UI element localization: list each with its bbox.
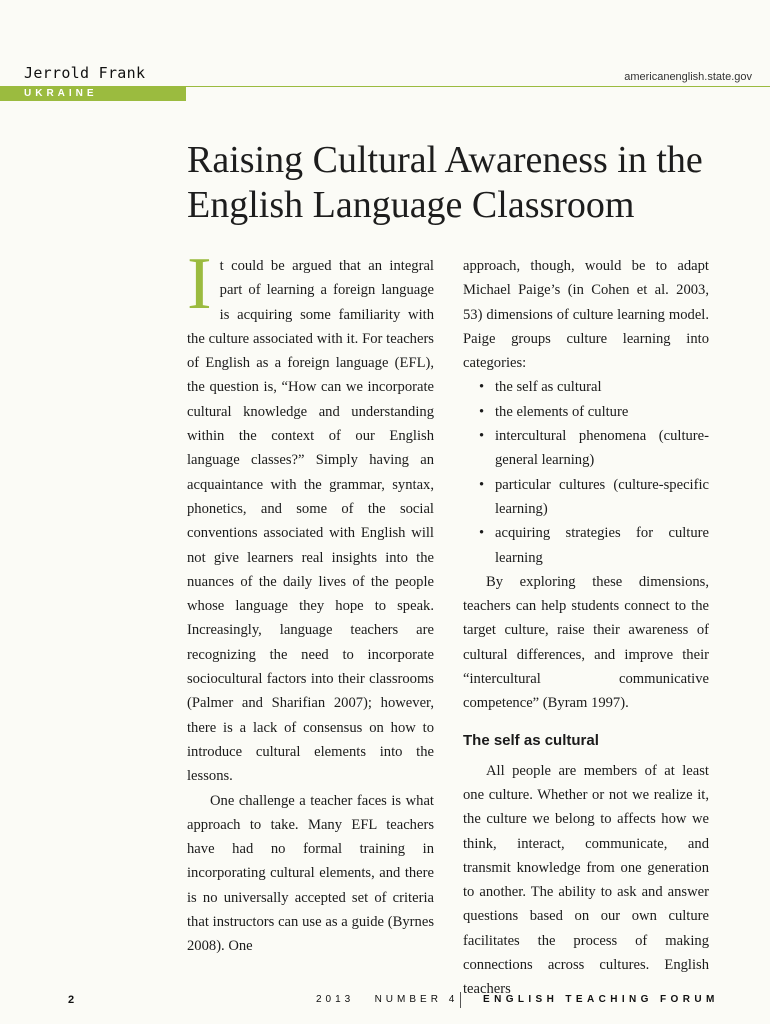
culture-dimensions-list [463,375,709,569]
left-column [187,243,434,959]
right-column [463,254,709,1002]
list-item: • the elements of culture [479,400,709,424]
drop-cap: I [187,243,212,325]
list-item: • intercultural phenomena (culture-general learning) [479,424,709,473]
list-item: • particular cultures (culture-specific learning) [479,473,709,522]
paragraph-dimensions: By exploring these dimensions, teachers can help students connect to the target culture, raise their awareness of cultural differences, and improve their “intercultural communicative competence” (Byram 1997). [463,573,709,712]
website-link[interactable]: americanenglish.state.gov [624,71,752,83]
paragraph-self-cultural: All people are members of at least one culture. Whether or not we realize it, the culture we belong to affects how we think, interact, communicate, and transmit knowledge from one generation to another. The ability to ask and answer questions based on our own culture facilitates the process of making connections across cultures. English teachers [463,762,709,998]
article-title: Raising Cultural Awareness in the English Language Classroom [187,139,703,226]
journal-name: ENGLISH TEACHING FORUM [483,994,719,1005]
paragraph-intro-text: t could be argued that an integral part of learning a foreign language is acquiring some familiarity with the culture associated with it. For teachers of English as a foreign language (EFL), the question is, “How can we incorporate cultural knowledge and understanding within the context of our English language classes?” Simply having an acquaintance with the grammar, syntax, phonetics, and some of the social conventions associated with English will not give learners real insights into the nuances of the daily lives of the people whose language they hope to speak. Increasingly, language teachers are recognizing the need to incorporate sociocultural factors into their classrooms (Palmer and Sharifian 2007); however, there is a lack of consensus on how to introduce cultural elements into the lessons. [187,258,434,785]
paragraph-challenge: One challenge a teacher faces is what approach to take. Many EFL teachers have had no formal training in incorporating cultural elements, and there is no universally accepted set of criteria that instructors can use as a guide (Byrnes 2008). One [187,792,434,955]
list-item: • the self as cultural [479,375,709,399]
header-rule [186,86,770,87]
list-item: • acquiring strategies for culture learning [479,521,709,570]
page-number: 2 [68,994,75,1006]
issue-info: 2013 NUMBER 4 [316,994,459,1005]
country-label: UKRAINE [24,88,98,99]
paragraph-intro [187,243,434,789]
author-name: Jerrold Frank [24,64,146,82]
paragraph-approach: approach, though, would be to adapt Michael Paige’s (in Cohen et al. 2003, 53) dimensions of culture learning model. Paige groups culture learning into categories: [463,258,709,372]
footer-divider [460,992,461,1008]
section-heading: The self as cultural [463,731,599,749]
